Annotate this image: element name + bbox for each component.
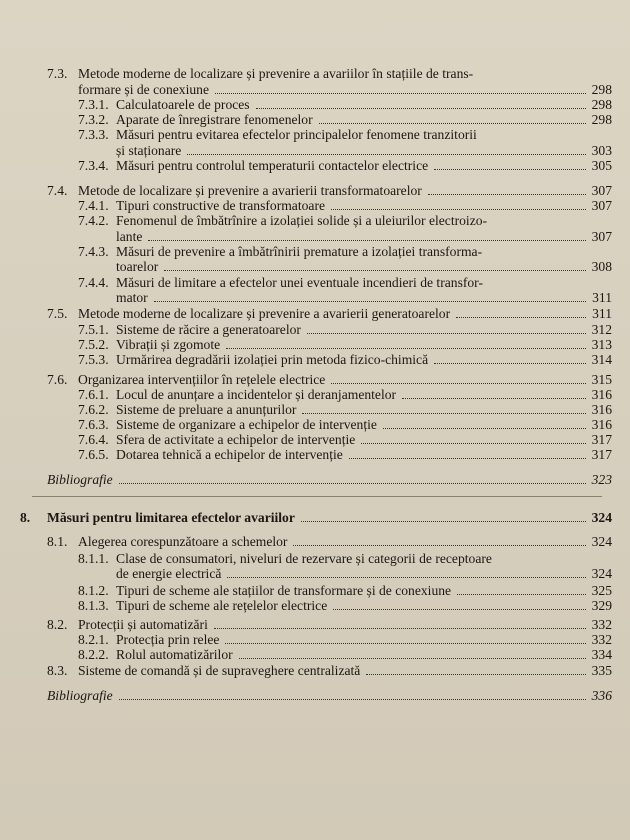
dot-leader [293,545,585,546]
section-title: Protecții și automatizări [78,617,208,632]
page-number: 316 [591,387,612,402]
dot-leader [331,383,585,384]
section-number: 8.1.1. [78,551,109,566]
section-title: Tipuri de scheme ale stațiilor de transformare și de conexiune [116,583,452,598]
section-number: 7.4.2. [78,213,109,228]
dot-leader [119,699,586,700]
section-title: Bibliografie [47,688,113,703]
dot-leader [333,609,585,610]
page-number: 332 [591,632,612,647]
section-title-continuation: formare și de conexiune [78,82,209,97]
section-title: Urmărirea degradării izolației prin metoda fizico-chimică [116,352,429,367]
dot-leader [256,108,586,109]
section-title: Vibrații și zgomote [116,337,221,352]
page-number: 324 [591,566,612,581]
dot-leader [119,483,586,484]
page-number: 316 [591,417,612,432]
section-title-continuation: de energie electrică [116,566,222,581]
section-title: Metode de localizare și prevenire a avarierii transformatoarelor [78,183,422,198]
section-number: 7.5. [47,306,68,321]
page-number: 314 [591,352,612,367]
section-number: 7.6.5. [78,447,109,462]
section-number: 7.6. [47,372,68,387]
section-title: Tipuri de scheme ale rețelelor electrice [116,598,328,613]
section-title: Măsuri pentru controlul temperaturii contactelor electrice [116,158,429,173]
dot-leader [361,443,585,444]
dot-leader [301,521,585,522]
section-title: Clase de consumatori, niveluri de rezervare și categorii de receptoare [116,551,492,566]
page-number: 312 [591,322,612,337]
dot-leader [366,674,585,675]
section-number: 7.4.3. [78,244,109,259]
section-number: 8.3. [47,663,68,678]
dot-leader [456,317,586,318]
page-number: 305 [591,158,612,173]
section-title: Locul de anunțare a incidentelor și deranjamentelor [116,387,397,402]
page-number: 313 [591,337,612,352]
dot-leader [215,93,586,94]
dot-leader [434,363,585,364]
section-number: 7.3.1. [78,97,109,112]
dot-leader [226,348,585,349]
section-number: 7.4. [47,183,68,198]
dot-leader [428,194,586,195]
section-number: 7.6.3. [78,417,109,432]
section-title: Sisteme de preluare a anunțurilor [116,402,297,417]
page-number: 307 [591,229,612,244]
section-title: Aparate de înregistrare fenomenelor [116,112,313,127]
section-title: Calculatoarele de proces [116,97,250,112]
section-number: 8.1. [47,534,68,549]
section-title: Măsuri pentru evitarea efectelor principalelor fenomene tranzitorii [116,127,477,142]
dot-leader [331,209,586,210]
page-number: 316 [591,402,612,417]
dot-leader [225,643,585,644]
section-number: 7.3.2. [78,112,109,127]
section-number: 8. [20,510,31,525]
section-number: 7.5.2. [78,337,109,352]
section-number: 7.6.2. [78,402,109,417]
dot-leader [302,413,585,414]
section-title-continuation: toarelor [116,259,159,274]
page-number: 335 [591,663,612,678]
section-title: Sisteme de comandă și de supraveghere centralizată [78,663,361,678]
page-number: 324 [591,510,612,525]
dot-leader [164,270,585,271]
section-title: Rolul automatizărilor [116,647,233,662]
section-title: Măsuri de limitare a efectelor unei eventuale incendieri de transfor- [116,275,483,290]
page-number: 311 [592,290,612,305]
section-number: 8.2.1. [78,632,109,647]
section-number: 7.6.4. [78,432,109,447]
page-number: 315 [591,372,612,387]
section-number: 7.6.1. [78,387,109,402]
dot-leader [239,658,586,659]
section-title: Bibliografie [47,472,113,487]
section-number: 7.3. [47,66,68,81]
section-title: Metode moderne de localizare și prevenire a avariilor în stațiile de trans- [78,66,474,81]
section-number: 8.1.3. [78,598,109,613]
dot-leader [319,123,586,124]
section-title: Sisteme de răcire a generatoarelor [116,322,301,337]
page-number: 336 [591,688,612,703]
dot-leader [187,154,585,155]
dot-leader [148,240,585,241]
section-number: 7.3.4. [78,158,109,173]
section-title: Sfera de activitate a echipelor de intervenție [116,432,356,447]
section-title: Protecția prin relee [116,632,220,647]
section-number: 7.5.1. [78,322,109,337]
section-title: Dotarea tehnică a echipelor de intervenție [116,447,343,462]
page-number: 298 [591,82,612,97]
section-title: Fenomenul de îmbătrînire a izolației solide și a uleiurilor electroizo- [116,213,488,228]
section-title-continuation: și staționare [116,143,182,158]
section-title: Metode moderne de localizare și prevenire a avarierii generatoarelor [78,306,451,321]
section-title-continuation: lante [116,229,143,244]
page-number: 324 [591,534,612,549]
page-number: 317 [591,447,612,462]
page-number: 307 [591,198,612,213]
section-number: 7.5.3. [78,352,109,367]
page-number: 303 [591,143,612,158]
page-number: 298 [591,97,612,112]
dot-leader [227,577,585,578]
section-number: 8.1.2. [78,583,109,598]
page-number: 334 [591,647,612,662]
section-number: 7.4.4. [78,275,109,290]
page-number: 308 [591,259,612,274]
dot-leader [457,594,586,595]
section-title: Tipuri constructive de transformatoare [116,198,326,213]
section-title: Măsuri de prevenire a îmbătrînirii premature a izolației transforma- [116,244,483,259]
dot-leader [214,628,586,629]
section-number: 8.2. [47,617,68,632]
dot-leader [434,169,585,170]
dot-leader [349,458,586,459]
page-number: 323 [591,472,612,487]
page-number: 332 [591,617,612,632]
dot-leader [402,398,586,399]
page-number: 317 [591,432,612,447]
section-number: 7.3.3. [78,127,109,142]
section-title: Alegerea corespunzătoare a schemelor [78,534,288,549]
section-number: 8.2.2. [78,647,109,662]
page-number: 307 [591,183,612,198]
section-number: 7.4.1. [78,198,109,213]
section-title-continuation: mator [116,290,148,305]
page-number: 325 [591,583,612,598]
page-number: 329 [591,598,612,613]
dot-leader [383,428,586,429]
chapter-divider [32,496,602,497]
dot-leader [307,333,586,334]
section-title: Organizarea intervențiilor în rețelele electrice [78,372,326,387]
section-title: Măsuri pentru limitarea efectelor avariilor [47,510,295,525]
section-title: Sisteme de organizare a echipelor de intervenție [116,417,377,432]
dot-leader [154,301,586,302]
page-number: 298 [591,112,612,127]
page-number: 311 [592,306,612,321]
